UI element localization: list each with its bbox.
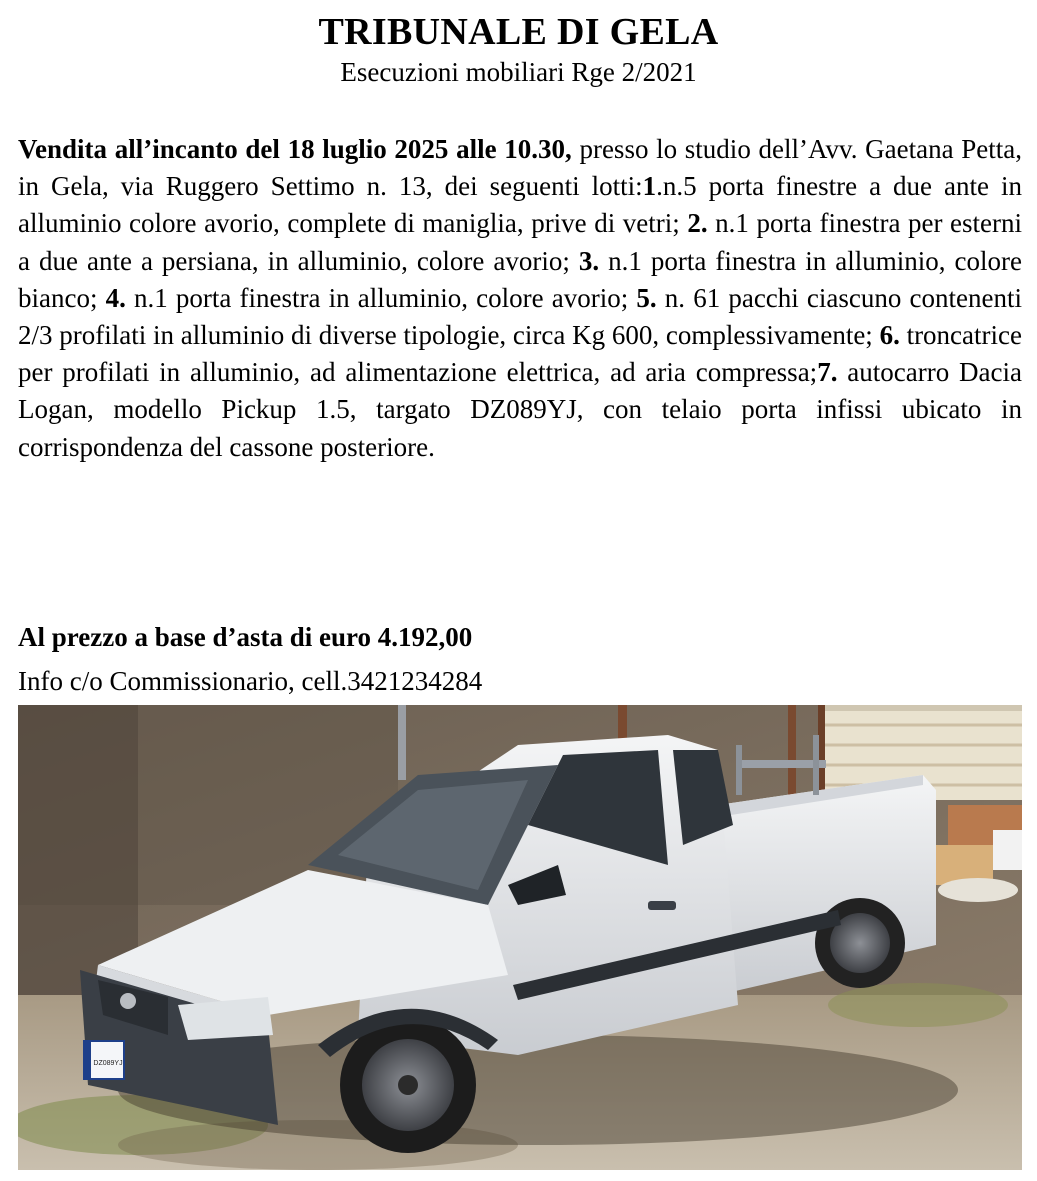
plate-text: DZ089YJ (93, 1060, 123, 1067)
lot-number-5: 5. (636, 282, 657, 313)
lot-number-1: 1 (642, 171, 657, 202)
notice-body (18, 131, 1022, 466)
sale-intro: presso lo studio dell’Avv. Gaetana Petta, in Gela, via Ruggero Settimo n. 13, dei seguenti lotti: (18, 134, 1022, 202)
lot-number-2: 2. (687, 208, 708, 239)
lot-text-7: autocarro Dacia Logan, modello Pickup 1.5, targato DZ089YJ, con telaio porta infissi ubicato in corrispondenza del cassone posteriore. (18, 357, 1022, 462)
case-subtitle: Esecuzioni mobiliari Rge 2/2021 (340, 57, 697, 87)
contact-info: Info c/o Commissionario, cell.3421234284 (18, 666, 483, 696)
lot-number-3: 3. (578, 245, 600, 276)
lot-text-4: n.1 porta finestra in alluminio, colore avorio; (125, 282, 637, 313)
lot-number-6: 6. (879, 320, 900, 351)
lot-number-4: 4. (105, 282, 126, 313)
lot-text-1: .n.5 porta finestre a due ante in alluminio colore avorio, complete di maniglia, prive di vetri; (18, 171, 1022, 239)
pickup-truck-photo (18, 705, 1022, 1170)
notice-header (0, 10, 1037, 88)
lot-text-6: troncatrice per profilati in alluminio, ad alimentazione elettrica, ad aria compressa; (18, 320, 1022, 388)
base-price: Al prezzo a base d’asta di euro 4.192,00 (18, 622, 473, 652)
lot-text-2: n.1 porta finestra per esterni a due ante a persiana, in alluminio, colore avorio; (18, 208, 1022, 276)
lot-text-3: n.1 porta finestra in alluminio, colore bianco; (18, 245, 1023, 313)
lot-number-7: 7. (817, 357, 838, 388)
sale-heading: Vendita all’incanto del 18 luglio 2025 alle 10.30, (18, 134, 572, 164)
lot-text-5: n. 61 pacchi ciascuno contenenti 2/3 profilati in alluminio di diverse tipologie, circa Kg 600, complessivamente; (18, 282, 1022, 351)
court-title: TRIBUNALE DI GELA (318, 11, 719, 53)
